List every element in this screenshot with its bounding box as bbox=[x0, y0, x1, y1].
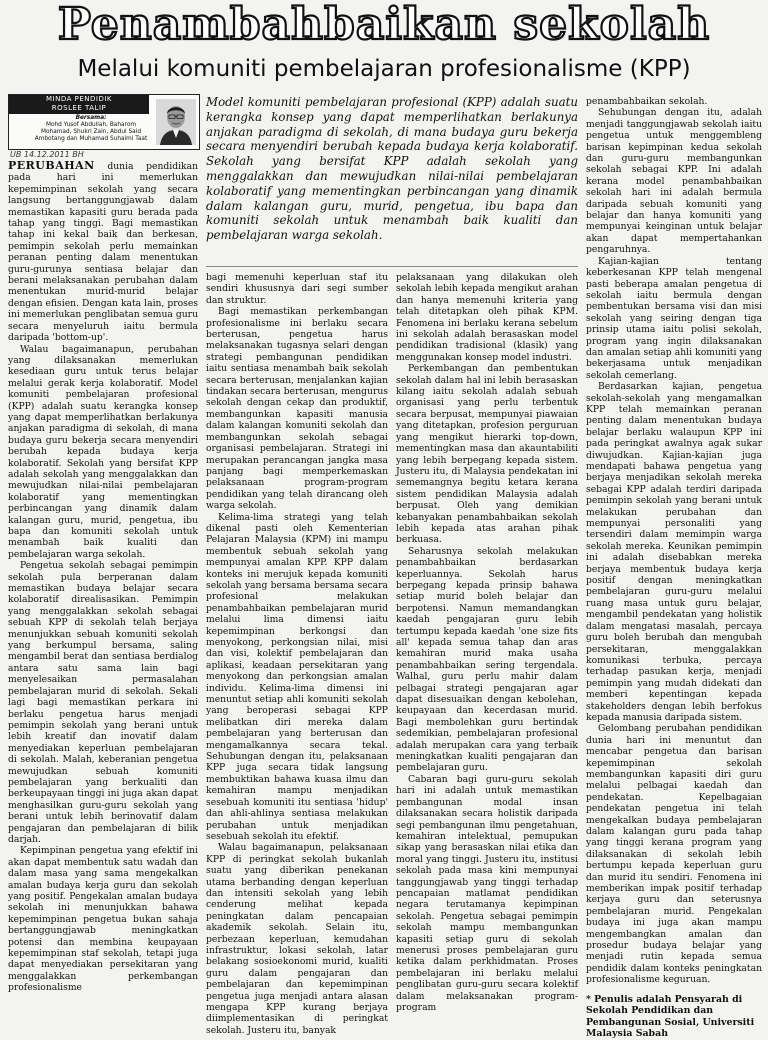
pull-quote-rule bbox=[206, 266, 578, 267]
paragraph-text: dunia pendidikan pada hari ini memerlukan kepemimpinan sekolah yang secara langsung bertanggungjawab dalam memastikan kapasiti guru berada pada tahap yang tinggi. Bagi memastikan tahap ini kekal baik dan berkesan, pemimpin sekolah perlu memainkan peranan penting dalam menentukan guru-gurunya sentiasa belajar dan berani melaksanakan perubahan dalam menentukan murid-murid belajar dengan efisien. Dengan kata lain, proses ini memerlukan penglibatan semua guru secara menyeluruh iaitu bermula daripada 'bottom-up'. bbox=[8, 161, 198, 344]
byline-strip bbox=[9, 95, 149, 114]
paragraph: Kelima-lima strategi yang telah dikenal pasti oleh Kementerian Pelajaran Malaysia (KPM) ini mampu membentuk sebuah sekolah yang mempunyai amalan KPP. KPP dalam konteks ini merujuk kepada komuniti sekolah yang bersama bersama secara profesional melakukan penambahbaikan pembelajaran murid melalui lima dimensi iaitu kepemimpinan berkongsi dan menyokong, perkongsian nilai, misi dan visi, kolektif pembelajaran dan aplikasi, keadaan persekitaran yang menyokong dan perkongsian amalan individu. Kelima-lima dimensi ini menuntut setiap ahli komuniti sekolah yang beroperasi sebagai KPP melibatkan diri mereka dalam pembelajaran yang berterusan dan mengamalkannya secara tekal. Sehubungan dengan itu, pelaksanaan KPP juga secara tidak langsung membuktikan bahawa kuasa ilmu dan kemahiran mampu menjadikan sesebuah komuniti itu sentiasa 'hidup' dan ahli-ahlinya sentiasa melakukan perubahan untuk menjadikan sesebuah sekolah itu efektif. bbox=[206, 511, 388, 842]
paragraph: Berdasarkan kajian, pengetua sekolah-sekolah yang mengamalkan KPP telah memainkan peranan penting dalam menentukan budaya belajar berlaku walaupun KPP ini pada peringkat awalnya agak sukar diwujudkan. Kajian-kajian juga mendapati bahawa pengetua yang berjaya menjadikan sekolah mereka sebagai KPP adalah terdiri daripada pemimpin sekolah yang berani untuk melakukan perubahan dan mempunyai personaliti yang tersendiri dalam memimpin warga sekolah mereka. Keunikan pemimpin ini adalah disebabkan mereka berjaya membentuk budaya kerja positif dengan meningkatkan pembelajaran guru-guru melalui ruang masa untuk guru belajar, mengambil pendekatan yang holistik dalam mengatasi masalah, percaya guru boleh berubah dan mengubah persekitaran, menggalakkan komunikasi terbuka, percaya terhadap pasukan kerja, menjadi pemimpin yang mudah didekati dan memberi kepentingan kepada stakeholders dengan lebih berfokus kepada manusia daripada sistem. bbox=[586, 381, 762, 723]
author-name: ROSLEE TALIP bbox=[51, 104, 107, 112]
column-name: MINDA PENDIDIK bbox=[45, 95, 112, 103]
paragraph: Kajian-kajian tentang keberkesanan KPP telah mengenal pasti beberapa amalan pengetua di sekolah iaitu bermula dengan pembentukan bersama visi dan misi sekolah yang seiring dengan tiga prinsip utama iaitu polisi sekolah, program yang ingin dilaksanakan dan amalan setiap ahli komuniti yang bekerjasama untuk menjadikan sekolah cemerlang. bbox=[586, 255, 762, 381]
subheadline: Melalui komuniti pembelajaran profesionalisme (KPP) bbox=[77, 56, 691, 82]
byline-box bbox=[8, 94, 200, 150]
paragraph: Seharusnya sekolah melakukan penambahbaikan berdasarkan keperluannya. Sekolah harus berpegang kepada prinsip bahawa setiap murid boleh belajar dan berpotensi. Namun memandangkan kaedah pengajaran guru lebih tertumpu kepada kaedah 'one size fits all' kepada semua tahap dan aras kemahiran murid maka usaha penambahbaikan sering tergendala. Walhal, guru perlu mahir dalam pelbagai strategi pengajaran agar dapat disesuaikan dengan kebolehan, keupayaan dan kecerdasan murid. Bagi membolehkan guru bertindak sedemikian, pembelajaran profesional adalah merupakan cara yang terbaik meningkatkan kualiti pengajaran dan pembelajaran guru. bbox=[396, 545, 578, 774]
paragraph: Gelombang perubahan pendidikan dunia hari ini menuntut dan mencabar pengetua dan barisan kepemimpinan sekolah membangunkan kapasiti diri guru melalui pelbagai kaedah dan pendekatan. Kepelbagaian pendekatan pengetua ini telah mengekalkan budaya pembelajaran dalam kalangan guru pada tahap yang tinggi kerana program yang dilaksanakan di sekolah lebih bertumpu kepada keperluan guru dan murid itu sendiri. Fenomena ini memberikan impak positif terhadap kerjaya guru dan seterusnya pembelajaran murid. Pengekalan budaya ini juga akan mampu mengembangkan amalan dan prosedur budaya belajar yang menjadi rutin kepada semua pendidik dalam konteks peningkatan profesionalisme keguruan. bbox=[586, 723, 762, 986]
paragraph: Perkembangan dan pembentukan sekolah dalam hal ini lebih berasaskan kilang iaitu sekolah adalah sebuah organisasi yang perlu terbentuk secara berpusat, mempunyai piawaian yang ditetapkan, profesion perguruan yang mengikut hierarki top-down, mementingkan masa dan akauntabiliti yang lebih berpegang kepada sistem. Justeru itu, di Malaysia pendekatan ini sememangnya begitu ketara kerana sistem pendidikan Malaysia adalah berpusat. Oleh yang demikian kebanyakan penambahbaikan sekolah lebih kepada atas arahan pihak berkuasa. bbox=[396, 363, 578, 546]
pull-quote: Model komuniti pembelajaran profesional (KPP) adalah suatu kerangka konsep yang dapat memperlihatkan berlakunya anjakan paradigma di sekolah, di mana budaya guru bekerja secara menyendiri berubah kepada budaya kerja kolaboratif. Sekolah yang bersifat KPP adalah sekolah yang menggalakkan dan mewujudkan nilai-nilai pembelajaran kolaboratif yang mementingkan perbincangan yang dinamik dalam kalangan guru, murid, pengetua, ibu bapa dan komuniti sekolah untuk menambah baik kualiti dan pembelajaran warga sekolah. bbox=[206, 95, 578, 243]
paragraph: Sehubungan dengan itu, adalah menjadi tanggungjawab sekolah iaitu pengetua untuk menggembleng barisan kepimpinan kedua sekolah dan guru-guru membangunkan sekolah sebagai KPP. Ini adalah kerana model penambahbaikan sekolah hari ini adalah bermula daripada sebuah komuniti yang belajar dan hanya komuniti yang mempunyai keinginan untuk belajar akan dapat mempertahankan pengaruhnya. bbox=[586, 107, 762, 256]
co-authors-names: Mohd Yusof Abdullah, Baharom Mohamad, Shukri Zain, Abdul Said Ambotang dan Muhamad Suhaimi Taat bbox=[34, 122, 148, 142]
article-column-4 bbox=[586, 96, 762, 1040]
co-authors bbox=[33, 115, 149, 143]
handwritten-date: UB 14.12.2011 BH bbox=[10, 150, 84, 159]
paragraph: Pengetua sekolah sebagai pemimpin sekolah pula berperanan dalam memastikan budaya belajar secara kolaboratif direalisasikan. Pemimpin yang menggalakkan sekolah sebagai sebuah KPP di sekolah telah berjaya menunjukkan sebuah komuniti sekolah yang berkumpul bersama, saling mengambil berat dan sentiasa berdialog antara satu sama lain bagi menyelesaikan permasalahan pembelajaran murid di sekolah. Sekali lagi bagi memastikan perkara ini berlaku pengetua harus menjadi pemimpin sekolah yang berani untuk lebih kreatif dan inovatif dalam menyediakan keperluan pembelajaran di sekolah. Malah, keberanian pengetua mewujudkan sebuah komuniti pembelajaran yang berkualiti dan berkeupayaan tinggi ini juga akan dapat menghasilkan guru-guru sekolah yang berani untuk lebih berinovatif dalam pengajaran dan pembelajaran di bilik darjah. bbox=[8, 560, 198, 845]
article-column-3 bbox=[396, 272, 578, 1022]
paragraph: Bagi memastikan perkembangan profesionalisme ini berlaku secara berterusan, pengetua harus melaksanakan tugasnya selari dengan strategi pembangunan pendidikan iaitu sentiasa menambah baik sekolah secara berterusan, menjalankan kajian tindakan secara berterusan, mengurus sekolah dengan cekap dan produktif, membangunkan kapasiti manusia dalam kalangan komuniti sekolah dan membangunkan sekolah sebagai organisasi pembelajaran. Strategi ini merupakan perancangan jangka masa panjang bagi memperkemaskan pelaksanaan program-program pendidikan yang telah dirancang oleh warga sekolah. bbox=[206, 306, 388, 512]
paragraph: bagi memenuhi keperluan staf itu sendiri khususnya dari segi sumber dan struktur. bbox=[206, 272, 388, 306]
headline: Penambahbaikan sekolah bbox=[57, 0, 711, 50]
article-column-1 bbox=[8, 160, 198, 1022]
co-authors-label: Bersama: bbox=[75, 115, 107, 121]
author-photo bbox=[156, 99, 196, 145]
paragraph: Kepimpinan pengetua yang efektif ini akan dapat membentuk satu wadah dan dalam masa yang sama mengekalkan amalan budaya kerja guru dan sekolah yang positif. Pengekalan amalan budaya sekolah ini menunjukkan bahawa kepemimpinan pengetua bukan sahaja bertanggungjawab meningkatkan potensi dan membina keupayaan kepemimpinan staf sekolah, tetapi juga dapat menyediakan persekitaran yang menggalakkan perkembangan profesionalisme bbox=[8, 845, 198, 994]
paragraph: pelaksanaan yang dilakukan oleh sekolah lebih kepada mengikut arahan dan hanya memenuhi kriteria yang telah ditetapkan oleh pihak KPM. Fenomena ini berlaku kerana sebelum ini sekolah adalah berasaskan model pendidikan tradisional (klasik) yang menggunakan konsep model industri. bbox=[396, 272, 578, 363]
paragraph: Cabaran bagi guru-guru sekolah hari ini adalah untuk memastikan pembangunan modal insan dilaksanakan secara holistik daripada segi pembangunan ilmu pengetahuan, kemahiran intelektual, pemupukan sikap yang berasaskan nilai etika dan moral yang tinggi. Justeru itu, institusi sekolah pada masa kini mempunyai tanggungjawab yang tinggi terhadap pencapaian matlamat pendidikan negara terutamanya kepimpinan sekolah. Pengetua sebagai pemimpin sekolah mampu membangunkan kapasiti setiap guru di sekolah menerusi proses pembelajaran guru ketika dalam perkhidmatan. Proses pembelajaran ini berlaku melalui penglibatan guru-guru secara kolektif dalam melaksanakan program-program bbox=[396, 773, 578, 1013]
paragraph bbox=[8, 160, 198, 344]
paragraph: penambahbaikan sekolah. bbox=[586, 96, 708, 107]
paragraph: Walau bagaimanapun, pelaksanaan KPP di peringkat sekolah bukanlah suatu yang diberikan penekanan utama berbanding dengan keperluan dan intensiti sekolah yang lebih cenderung melihat kepada peningkatan dalam pencapaian akademik sekolah. Selain itu, perbezaan keperluan, kemudahan infrastruktur, lokasi sekolah, latar belakang sosioekonomi murid, kualiti guru dalam pengajaran dan pembelajaran dan kepemimpinan pengetua juga menjadi antara alasan mengapa KPP kurang berjaya diimplementasikan di peringkat sekolah. Justeru itu, banyak bbox=[206, 842, 388, 1036]
paragraph: Walau bagaimanapun, perubahan yang dilaksanakan memerlukan kesediaan guru untuk terus belajar melalui gerak kerja kolaboratif. Model komuniti pembelajaran profesional (KPP) adalah suatu kerangka konsep yang dapat memperlihatkan berlakunya anjakan paradigma di sekolah, di mana budaya guru bekerja secara menyendiri berubah kepada budaya kerja kolaboratif. Sekolah yang bersifat KPP adalah sekolah yang menggalakkan dan mewujudkan nilai-nilai pembelajaran kolaboratif yang mementingkan perbincangan yang dinamik dalam kalangan guru, murid, pengetua, ibu bapa dan komuniti sekolah untuk menambah baik kualiti dan pembelajaran warga sekolah. bbox=[8, 343, 198, 560]
author-footnote: * Penulis adalah Pensyarah di Sekolah Pendidikan dan Pembangunan Sosial, Universiti Malaysia Sabah bbox=[586, 993, 755, 1040]
drop-cap-word: PERUBAHAN bbox=[8, 159, 95, 172]
article-column-2 bbox=[206, 272, 388, 1036]
